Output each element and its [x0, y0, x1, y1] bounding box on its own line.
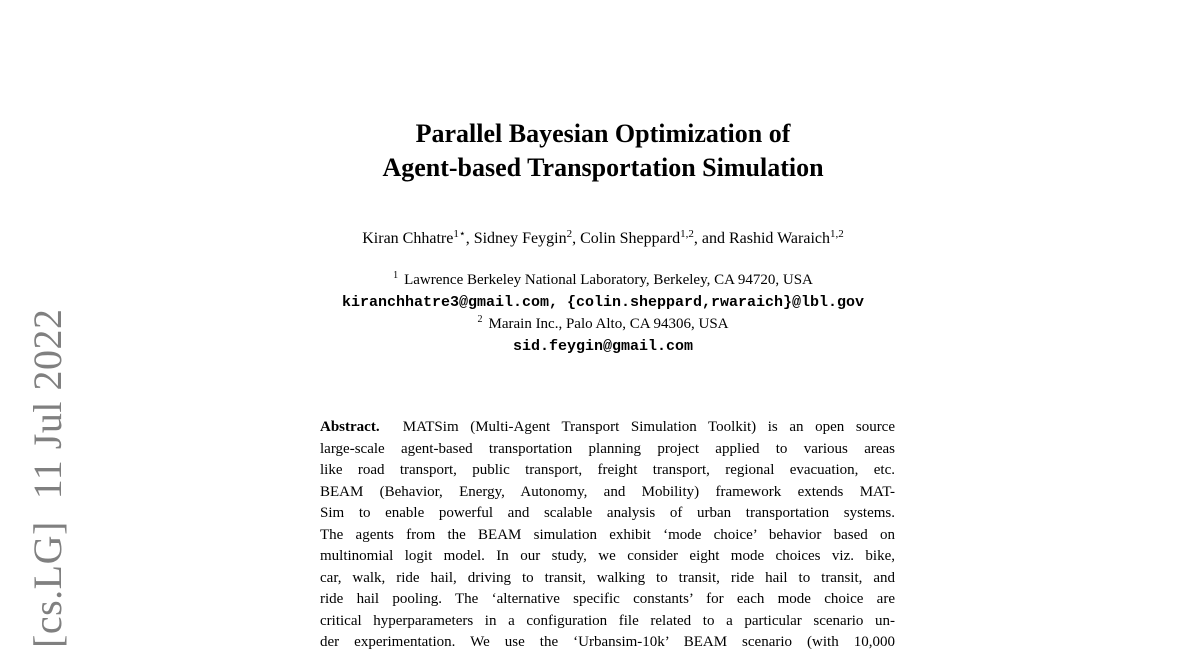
- affiliation-1: [0, 270, 1200, 291]
- title-line-1: Parallel Bayesian Optimization of: [415, 119, 791, 148]
- author-affiliation-mark: 1⋆: [453, 228, 466, 240]
- affiliation-2-email: sid.feygin@gmail.com: [512, 338, 694, 355]
- abstract-text: MATSim (Multi-Agent Transport Simulation Toolkit) is an open source: [402, 419, 896, 435]
- author-name: Kiran Chhatre: [362, 230, 454, 247]
- abstract-line: car, walk, ride hail, driving to transit, walking to transit, ride hail to transit, and: [320, 569, 895, 586]
- abstract-line: multinomial logit model. In our study, we consider eight mode choices viz. bike,: [320, 548, 895, 564]
- author-affiliation-mark: 1,2: [680, 228, 694, 240]
- abstract-line: large-scale agent-based transportation planning project applied to various areas: [320, 440, 895, 457]
- abstract-line: The agents from the BEAM simulation exhibit ‘mode choice’ behavior based on: [320, 526, 895, 543]
- abstract-line: ride hail pooling. The ‘alternative specific constants’ for each mode choice are: [320, 591, 895, 607]
- abstract-label: Abstract.: [320, 419, 380, 435]
- arxiv-date: 11 Jul 2022: [25, 308, 70, 500]
- arxiv-category: [cs.LG]: [25, 521, 70, 648]
- separator: , and: [693, 230, 729, 247]
- abstract-line: like road transport, public transport, freight transport, regional evacuation, etc.: [320, 462, 895, 478]
- author-list: [0, 228, 1200, 250]
- abstract-line: Sim to enable powerful and scalable analysis of urban transportation systems.: [320, 505, 895, 521]
- abstract-line: BEAM (Behavior, Energy, Autonomy, and Mobility) framework extends MAT-: [320, 483, 895, 500]
- affiliation-text: Lawrence Berkeley National Laboratory, Berkeley, CA 94720, USA: [404, 272, 813, 288]
- author-affiliation-mark: 1,2: [830, 228, 844, 240]
- arxiv-stamp: [24, 309, 72, 648]
- abstract-line: der experimentation. We use the ‘Urbansim-10k’ BEAM scenario (with 10,000: [320, 634, 895, 650]
- title-line-2: Agent-based Transportation Simulation: [382, 153, 824, 182]
- author-name: Colin Sheppard: [580, 230, 681, 247]
- author-affiliation-mark: 2: [566, 228, 573, 240]
- affiliation-mark: 1: [393, 270, 399, 281]
- author-name: Rashid Waraich: [728, 230, 831, 247]
- affiliation-mark: 2: [477, 314, 483, 325]
- abstract-line: [320, 417, 895, 439]
- separator: ,: [572, 230, 581, 247]
- affiliation-2: [0, 314, 1200, 335]
- separator: ,: [465, 230, 474, 247]
- paper-title: [0, 117, 1200, 185]
- author-name: Sidney Feygin: [473, 230, 567, 247]
- affiliation-text: Marain Inc., Palo Alto, CA 94306, USA: [488, 316, 729, 332]
- affiliation-1-email: kiranchhatre3@gmail.com, {colin.sheppard,rwaraich}@lbl.gov: [341, 294, 865, 311]
- abstract-line: critical hyperparameters in a configuration file related to a particular scenario un-: [320, 612, 895, 629]
- abstract: [320, 417, 895, 654]
